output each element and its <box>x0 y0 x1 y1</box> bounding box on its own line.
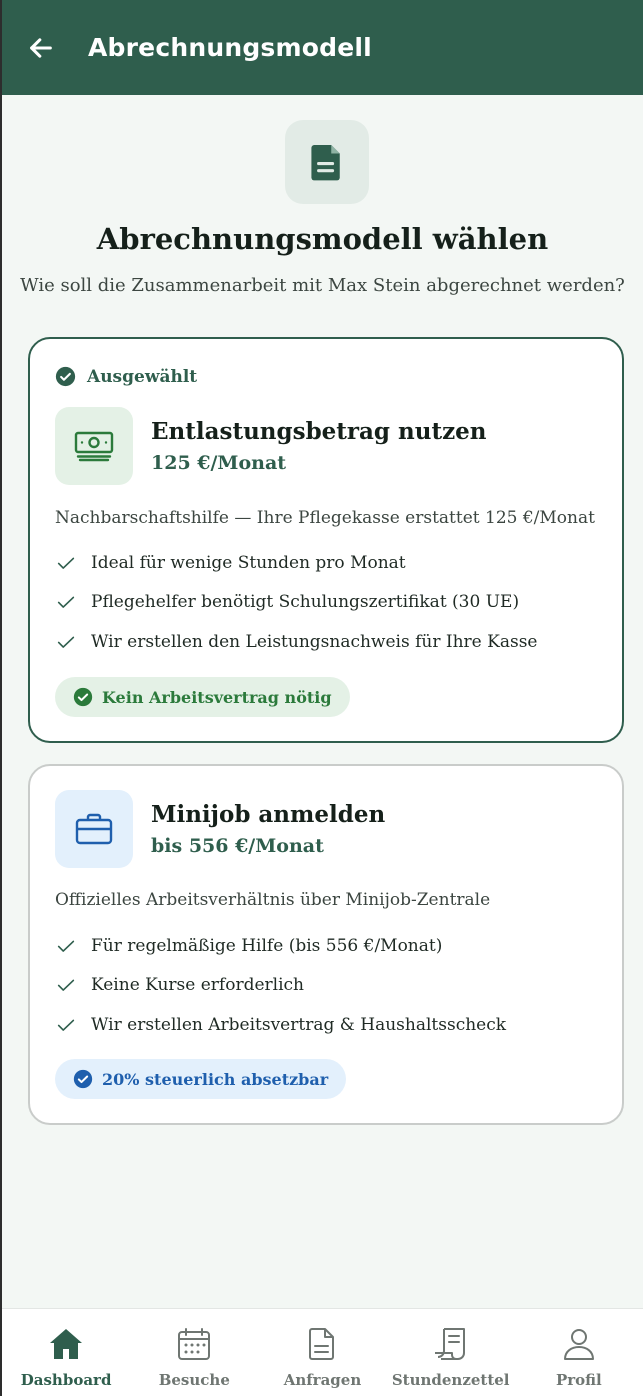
receipt-icon <box>433 1326 469 1362</box>
option-price: bis 556 €/Monat <box>151 835 324 857</box>
check-circle-icon <box>55 366 76 387</box>
checkmark-icon <box>55 935 77 957</box>
feature-text: Ideal für wenige Stunden pro Monat <box>91 552 406 573</box>
home-icon <box>48 1326 84 1362</box>
option-description: Nachbarschaftshilfe — Ihre Pflegekasse erstattet 125 €/Monat <box>55 508 595 528</box>
checkmark-icon <box>55 552 77 574</box>
section-subheading: Wie soll die Zusammenarbeit mit Max Stein abgerechnet werden? <box>20 275 625 296</box>
banknotes-icon <box>74 429 114 463</box>
page-title: Abrechnungsmodell <box>88 33 372 62</box>
badge-no-contract <box>55 677 350 717</box>
feature-text: Pflegehelfer benötigt Schulungszertifikat (30 UE) <box>91 592 520 613</box>
checkmark-icon <box>55 591 77 613</box>
checkmark-icon <box>55 974 77 996</box>
selected-label: Ausgewählt <box>87 366 198 387</box>
feature-item <box>55 966 506 1006</box>
checkmark-icon <box>55 1014 77 1036</box>
badge-tax-deductible <box>55 1059 346 1099</box>
check-circle-icon <box>73 687 93 707</box>
feature-list <box>55 926 506 1045</box>
feature-item <box>55 1005 506 1045</box>
option-icon-tile <box>55 790 133 868</box>
nav-label: Stundenzettel <box>391 1371 510 1389</box>
bottom-navigation <box>2 1308 643 1396</box>
badge-label: 20% steuerlich absetzbar <box>102 1069 329 1089</box>
selected-indicator <box>55 366 197 387</box>
app-bar <box>2 0 643 95</box>
option-card-minijob[interactable] <box>28 764 624 1125</box>
feature-text: Wir erstellen Arbeitsvertrag & Haushaltsscheck <box>91 1014 507 1035</box>
nav-item-stundenzettel[interactable] <box>387 1309 515 1389</box>
nav-item-dashboard[interactable] <box>2 1309 130 1389</box>
option-card-entlastungsbetrag[interactable] <box>28 337 624 743</box>
calendar-icon <box>176 1326 212 1362</box>
feature-item <box>55 583 537 623</box>
nav-label: Profil <box>555 1371 602 1389</box>
option-description: Offizielles Arbeitsverhältnis über Minijob-Zentrale <box>55 890 491 910</box>
back-button[interactable] <box>26 33 56 63</box>
nav-item-anfragen[interactable] <box>258 1309 386 1389</box>
feature-item <box>55 926 506 966</box>
nav-label: Besuche <box>158 1371 230 1389</box>
user-icon <box>561 1326 597 1362</box>
feature-text: Wir erstellen den Leistungsnachweis für Ihre Kasse <box>91 631 538 652</box>
feature-text: Keine Kurse erforderlich <box>91 975 304 996</box>
section-heading: Abrechnungsmodell wählen <box>96 222 549 256</box>
feature-text: Für regelmäßige Hilfe (bis 556 €/Monat) <box>91 935 443 956</box>
nav-item-profil[interactable] <box>515 1309 643 1389</box>
hero-document-icon-tile <box>285 120 369 204</box>
option-icon-tile <box>55 407 133 485</box>
badge-label: Kein Arbeitsvertrag nötig <box>102 687 332 707</box>
feature-item <box>55 622 537 662</box>
nav-label: Dashboard <box>20 1371 112 1389</box>
option-price: 125 €/Monat <box>151 452 287 474</box>
nav-label: Anfragen <box>283 1371 362 1389</box>
checkmark-icon <box>55 631 77 653</box>
document-icon <box>310 142 344 182</box>
feature-item <box>55 543 537 583</box>
nav-item-besuche[interactable] <box>130 1309 258 1389</box>
option-title: Minijob anmelden <box>151 801 386 828</box>
feature-list <box>55 543 537 662</box>
document-icon <box>304 1326 340 1362</box>
option-title: Entlastungsbetrag nutzen <box>151 418 487 445</box>
check-circle-icon <box>73 1069 93 1089</box>
arrow-left-icon <box>27 34 55 62</box>
briefcase-icon <box>74 812 114 846</box>
